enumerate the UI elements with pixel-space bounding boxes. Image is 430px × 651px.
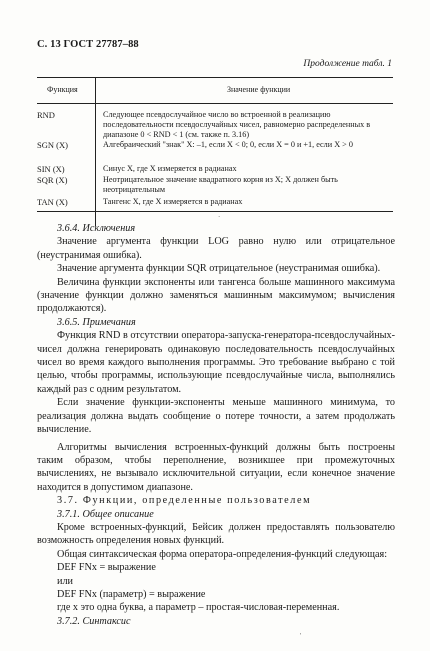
table-continuation-label: Продолжение табл. 1 xyxy=(303,59,392,69)
table-cell-function: TAN (X) xyxy=(37,197,68,207)
table-header-function: Функция xyxy=(47,85,78,94)
section-heading: 3.7.2. Синтаксис xyxy=(57,615,131,627)
paragraph: Значение аргумента функции LOG равно нулю или отрицательное (неустранимая ошибка). xyxy=(37,236,395,261)
paragraph: Общая синтаксическая форма оператора-определения-функций следующая: xyxy=(57,548,388,560)
table-header-divider xyxy=(95,77,96,103)
table-cell-value: Алгебраический "знак" X: –1, если X < 0; 0, если X = 0 и +1, если X > 0 xyxy=(103,140,353,149)
syntax-form: DEF FNx = выражение xyxy=(57,562,156,574)
table-cell-value: Следующее псевдослучайное число во встроенной в реализацию последовательности псевдослучайных чисел, равномерно распределенных в диапазоне 0 < RND < 1 (см. также п. 3.16) xyxy=(103,110,371,139)
table-cell-function: SIN (X) xyxy=(37,164,65,174)
table-bottom-rule xyxy=(37,211,393,212)
section-3-6-4 xyxy=(37,222,395,628)
paragraph: Функция RND в отсутствии оператора-запуска-генератора-псевдослучайных-чисел должна генерировать одинаковую последовательность псевдослучайных чисел во время каждого выполнения программы. Это требование выбрано с той целью, чтобы программы, использующие псевдослучайные числа, выполнялись каждый раз с одним результатом. xyxy=(37,330,395,395)
paragraph: Кроме встроенных-функций, Бейсик должен предоставлять пользователю возможность определения новых функций. xyxy=(37,521,395,547)
paragraph: Величина функции экспоненты или тангенса больше машинного максимума (значение функции должно заменяться машинным максимумом; вычисления продолжаются). xyxy=(37,276,395,315)
table-header-value: Значение функции xyxy=(227,85,291,94)
table-column-divider xyxy=(95,103,96,226)
scan-speck: ´ xyxy=(218,215,221,223)
syntax-form: DEF FNx (параметр) = выражение xyxy=(57,588,206,600)
section-heading: 3.7. Функции, определенные пользователем xyxy=(57,495,312,507)
section-heading: 3.6.5. Примечания xyxy=(57,316,136,328)
table-cell-function: SQR (X) xyxy=(37,175,68,185)
paragraph: Если значение функции-экспоненты меньше машинного минимума, то реализация должна выдать сообщение о потере точности, а затем продолжать вычисление. xyxy=(37,397,395,436)
paragraph: Алгоритмы вычисления встроенных-функций должны быть построены таким образом, чтобы переполнение, возникшее при промежуточных вычислениях, не вызывало исключительной ситуации, если конечное значение находится в допустимом диапазоне. xyxy=(37,441,395,493)
functions-table xyxy=(37,77,393,237)
section-heading: 3.7.1. Общее описание xyxy=(57,508,154,520)
table-cell-function: SGN (X) xyxy=(37,140,68,150)
table-top-rule xyxy=(37,77,393,78)
section-heading: 3.6.4. Исключения xyxy=(57,223,136,234)
syntax-or: или xyxy=(57,575,73,587)
scan-speck: ' xyxy=(300,632,302,640)
page-header: С. 13 ГОСТ 27787–88 xyxy=(37,39,139,50)
paragraph: где x это одна буква, а параметр – простая-числовая-переменная. xyxy=(57,602,340,614)
table-cell-value: Неотрицательное значение квадратного корня из X; X должен быть неотрицательным xyxy=(103,175,338,194)
table-cell-function: RND xyxy=(37,110,55,120)
table-cell-value: Синус X, где X измеряется в радианах xyxy=(103,164,237,173)
table-header-rule xyxy=(37,103,393,104)
table-cell-value: Тангенс X, где X измеряется в радианах xyxy=(103,197,243,206)
paragraph: Значение аргумента функции SQR отрицательное (неустранимая ошибка). xyxy=(57,263,381,275)
